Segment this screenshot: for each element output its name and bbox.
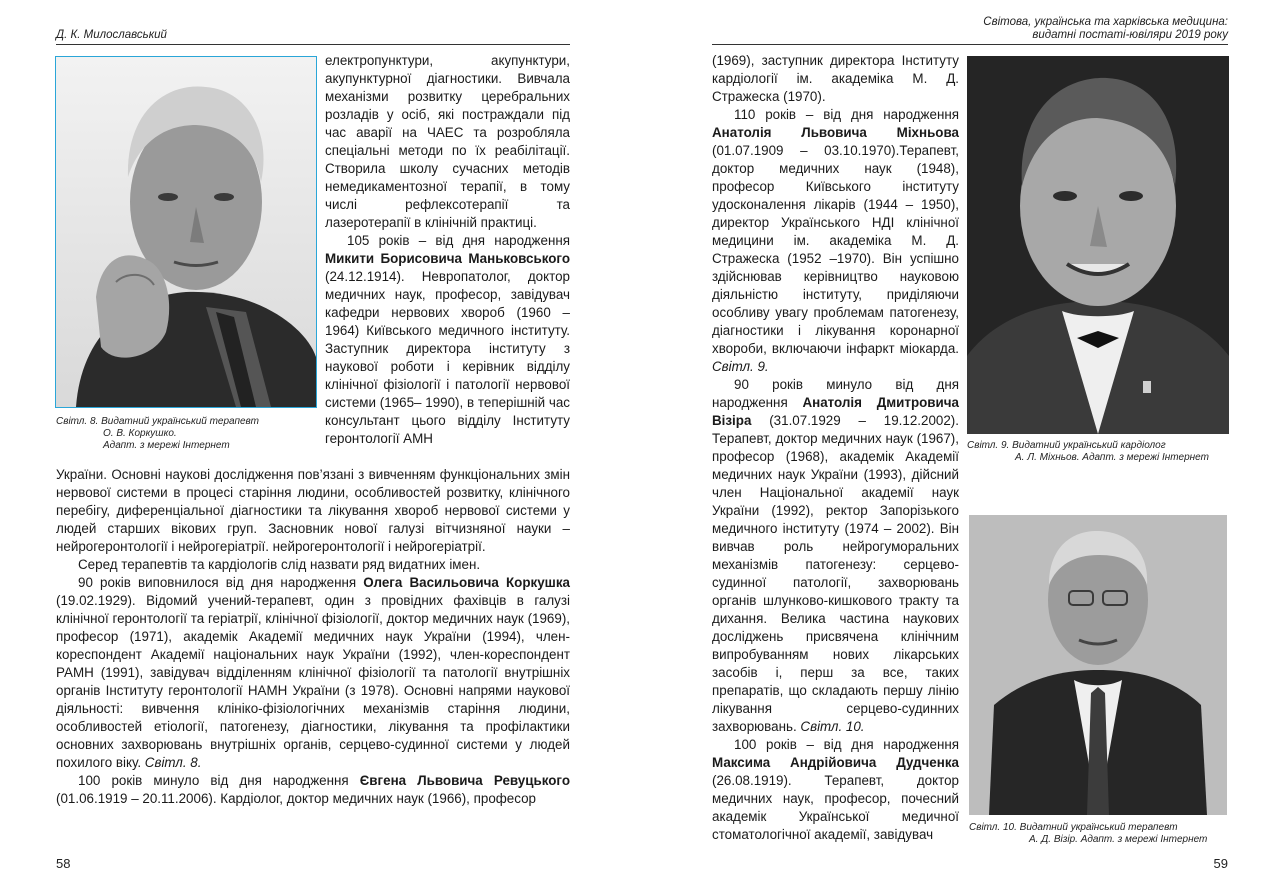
paragraph-lead: 100 років минуло від дня народження [78,773,360,788]
person-name-mankovsky: Микити Борисовича Маньковського [325,251,570,266]
portrait-photo-mikhnyov [967,56,1229,434]
paragraph-vizir [712,376,959,736]
header-rule [712,44,1228,45]
figure-ref-9: Світл. 9. [712,359,769,374]
caption-fig8-line1: Світл. 8. Видатний український терапевт [56,416,259,427]
person-name-revutsky: Євгена Львовича Ревуцького [359,773,570,788]
right-page [644,0,1288,896]
paragraph-dudchenko [712,736,959,844]
paragraph-mankovsky [325,232,570,448]
paragraph-revutsky [56,772,570,808]
right-column-text [712,52,959,844]
paragraph-lead: 90 років виповнилося від дня народження [78,575,364,590]
figure-ref-8: Світл. 8. [144,755,202,770]
paragraph-revutsky-cont: (1969), заступник директора Інституту кардіології ім. академіка М. Д. Стражеска (1970). [712,53,959,104]
paragraph-pharmacology-cont: електропунктури, акупунктури, акупунктурної діагностики. Вивчала механізми розвитку церебральних розладів у осіб, які постраждали під час аварії на ЧАЕС та розробляла спеціальні методи по їх реабілітації. Створила школу сучасних методів немедикаментозної терапії, в тому числі рефлексотерапії та лазеротерапії в клінічній практиці. [325,53,570,230]
portrait-photo-vizir [969,515,1227,815]
person-name-korkushko: Олега Васильовича Коркушка [363,575,570,590]
caption-fig8-line3: Адапт. з мережі Інтернет [103,440,230,451]
header-title-line2: видатні постаті-ювіляри 2019 року [1032,29,1228,41]
person-name-mikhnyov: Анатолія Львовича Міхньова [712,125,959,140]
paragraph-body: (01.07.1909 – 03.10.1970).Терапевт, доктор медичних наук (1948), професор Київського інституту удосконалення лікарів (1944 – 1950), директор Українського НДІ клінічної медицини ім. академіка М. Д. Стражеска (1952 –1970). Він успішно здійснював керівництво науковою діяльністю інституту, приділяючи особливу увагу проблемам патогенезу, діагностики і лікування коронарної хвороби, включаючи інфаркт міокарда. [712,143,959,356]
running-header-title [808,16,1228,42]
header-rule [56,44,570,45]
paragraph-korkushko [56,574,570,772]
caption-fig8-line2: О. В. Коркушко. [103,428,177,439]
paragraph-body: (19.02.1929). Відомий учений-терапевт, один з провідних фахівців в галузі клінічної геронтології та геріатрії, клінічної фізіології, доктор медичних наук (1969), професор (1971), академік Академії медичних наук України (1994), член-кореспондент Академії національних наук України (1992), член-кореспондент РАМН (1991), завідувач відділенням клінічної фізіології та патології внутрішніх органів Інституту геронтології НАМН України (з 1978). Основні напрями наукової діяльності: вивчення клініко-фізіологічних механізмів старіння людини, особливостей етіології, патогенезу, діагностики, лікування та профілактики основних захворювань внутрішніх органів, серцево-судинної системи у людей похилого віку. [56,593,570,770]
paragraph-mikhnyov [712,106,959,376]
caption-fig9 [967,440,1229,464]
paragraph-body: (31.07.1929 – 19.12.2002). Терапевт, доктор медичних наук (1967), професор (1968), академік Академії медичних наук України (1993), дійсний член Національної академії наук України (1992), ректор Запорізького медичного інституту (1974 – 2002). Він вивчав роль нейрогуморальних механізмів патогенезу: серцево-судинної патології, захворювань органів шлунково-кишкового тракту та дихання. Велика частина наукових досліджень присвячена клінічним випробуванням нових лікарських засобів і, перш за все, таких препаратів, що складають першу лінію лікування серцево-судинних захворювань. [712,413,959,734]
caption-fig10 [969,822,1229,846]
caption-fig9-line2: А. Л. Міхньов. Адапт. з мережі Інтернет [1015,452,1209,463]
caption-fig8 [56,416,318,452]
paragraph-lead: 100 років – від дня народження [734,737,959,752]
left-column-text [325,52,570,448]
portrait-photo-korkushko [55,56,317,408]
caption-fig9-line1: Світл. 9. Видатний український кардіолог [967,440,1166,451]
caption-fig10-line2: А. Д. Візір. Адапт. з мережі Інтернет [1029,834,1208,845]
person-name-dudchenko: Максима Андрійовича Дудченка [712,755,959,770]
paragraph-body: (24.12.1914). Невропатолог, доктор медичних наук, професор, завідувач кафедри нервових хвороб (1960 – 1964) Київського медичного інституту. Заступник директора інституту з наукової роботи і керівник відділу клінічної фізіології і патології нервової системи (1965– 1990), в теперішній час консультант цього відділу Інституту геронтології АМН [325,269,570,446]
paragraph-body: (01.06.1919 – 20.11.2006). Кардіолог, доктор медичних наук (1966), професор [56,791,536,806]
paragraph-mankovsky-cont: України. Основні наукові дослідження пов’язані з вивченням функціональних змін нервової системи в процесі старіння людини, особливостей розвитку, клінічного перебігу, диференціальної діагностики та лікування хвороб нервової системи у людей старших вікових груп. Засновник нової галузі вітчизняної науки – нейрогеронтології і нейрогеріатрії. нейрогеронтології і нейрогеріатрії. [56,467,570,554]
paragraph-lead: 110 років – від дня народження [734,107,959,122]
left-full-text [56,466,570,808]
paragraph-lead: 90 років минуло від дня народження [712,377,959,410]
running-header-author: Д. К. Милославський [56,29,167,41]
figure-ref-10: Світл. 10. [800,719,865,734]
paragraph-lead: 105 років – від дня народження [347,233,570,248]
header-title-line1: Світова, українська та харківська медицина: [983,16,1228,28]
paragraph-intro-therapists: Серед терапевтів та кардіологів слід назвати ряд видатних імен. [78,557,481,572]
page-number-left: 58 [56,856,71,871]
page-number-right: 59 [1213,856,1228,871]
caption-fig10-line1: Світл. 10. Видатний український терапевт [969,822,1178,833]
person-name-vizir: Анатолія Дмитровича Візіра [712,395,959,428]
paragraph-body: (26.08.1919). Терапевт, доктор медичних наук, професор, почесний академік Української медичної стоматологічної академії, завідувач [712,773,959,842]
